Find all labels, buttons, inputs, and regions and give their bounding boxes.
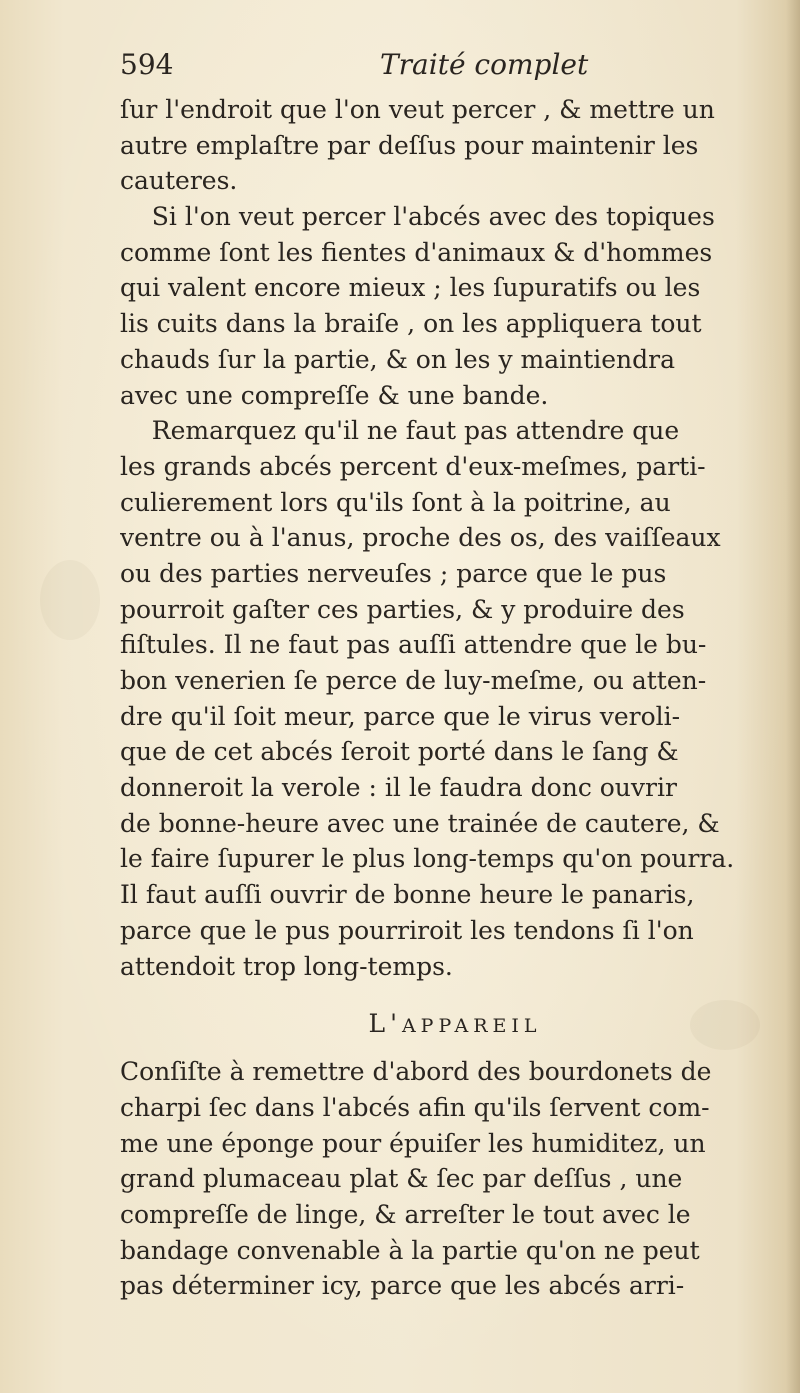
text-line: donneroit la verole : il le faudra donc ouvrir xyxy=(120,773,677,803)
paper-stain xyxy=(40,560,100,640)
text-line: lis cuits dans la braiſe , on les appliquera tout xyxy=(120,309,702,339)
text-line: pas déterminer icy, parce que les abcés arri- xyxy=(120,1271,685,1301)
text-line: fiſtules. Il ne faut pas auſſi attendre que le bu- xyxy=(120,630,707,660)
page-body xyxy=(120,92,760,1304)
running-head: Traité complet xyxy=(380,48,589,81)
text-line: chauds ſur la partie, & on les y maintiendra xyxy=(120,344,676,374)
text-line: Conſiſte à remettre d'abord des bourdonets de xyxy=(120,1057,712,1087)
text-line: bandage convenable à la partie qu'on ne peut xyxy=(120,1235,700,1265)
section-heading-rest: APPAREIL xyxy=(401,1015,542,1038)
text-line: Si l'on veut percer l'abcés avec des topiques xyxy=(120,202,715,232)
section-heading xyxy=(120,984,760,1054)
text-line: cauteres. xyxy=(120,166,238,196)
text-line: avec une compreſſe & une bande. xyxy=(120,380,549,410)
text-line: les grands abcés percent d'eux-meſmes, parti- xyxy=(120,451,706,481)
page-number: 594 xyxy=(120,48,174,81)
text-line: bon venerien ſe perce de luy-meſme, ou atten- xyxy=(120,666,707,695)
text-line: Il faut auſſi ouvrir de bonne heure le panaris, xyxy=(120,880,695,910)
text-line: autre emplaſtre par deſſus pour maintenir les xyxy=(120,130,699,160)
text-line: Remarquez qu'il ne faut pas attendre que xyxy=(120,416,680,446)
section-heading-initial: L' xyxy=(368,1009,402,1039)
text-line: attendoit trop long-temps. xyxy=(120,951,453,981)
text-line: comme ſont les fientes d'animaux & d'hommes xyxy=(120,237,713,267)
text-line: que de cet abcés ſeroit porté dans le ſang & xyxy=(120,737,679,767)
text-line: grand plumaceau plat & ſec par deſſus , une xyxy=(120,1164,683,1194)
text-line: qui valent encore mieux ; les ſupuratifs ou les xyxy=(120,273,701,303)
text-line: me une éponge pour épuiſer les humiditez, un xyxy=(120,1128,706,1158)
text-line: ſur l'endroit que l'on veut percer , & mettre un xyxy=(120,95,715,124)
text-line: compreſſe de linge, & arreſter le tout avec le xyxy=(120,1199,691,1229)
text-line: ou des parties nerveuſes ; parce que le pus xyxy=(120,558,667,588)
text-line: dre qu'il ſoit meur, parce que le virus veroli- xyxy=(120,701,681,731)
text-line: ventre ou à l'anus, proche des os, des vaiſſeaux xyxy=(120,523,721,553)
page-header xyxy=(120,48,760,94)
text-line: pourroit gaſter ces parties, & y produire des xyxy=(120,594,685,624)
text-line: de bonne-heure avec une trainée de cautere, & xyxy=(120,808,720,838)
text-line: le faire ſupurer le plus long-temps qu'on pourra. xyxy=(120,844,735,874)
text-line: parce que le pus pourriroit les tendons ſi l'on xyxy=(120,915,694,945)
text-line: charpi ſec dans l'abcés afin qu'ils ſervent com- xyxy=(120,1092,710,1122)
text-line: culierement lors qu'ils ſont à la poitrine, au xyxy=(120,487,671,517)
